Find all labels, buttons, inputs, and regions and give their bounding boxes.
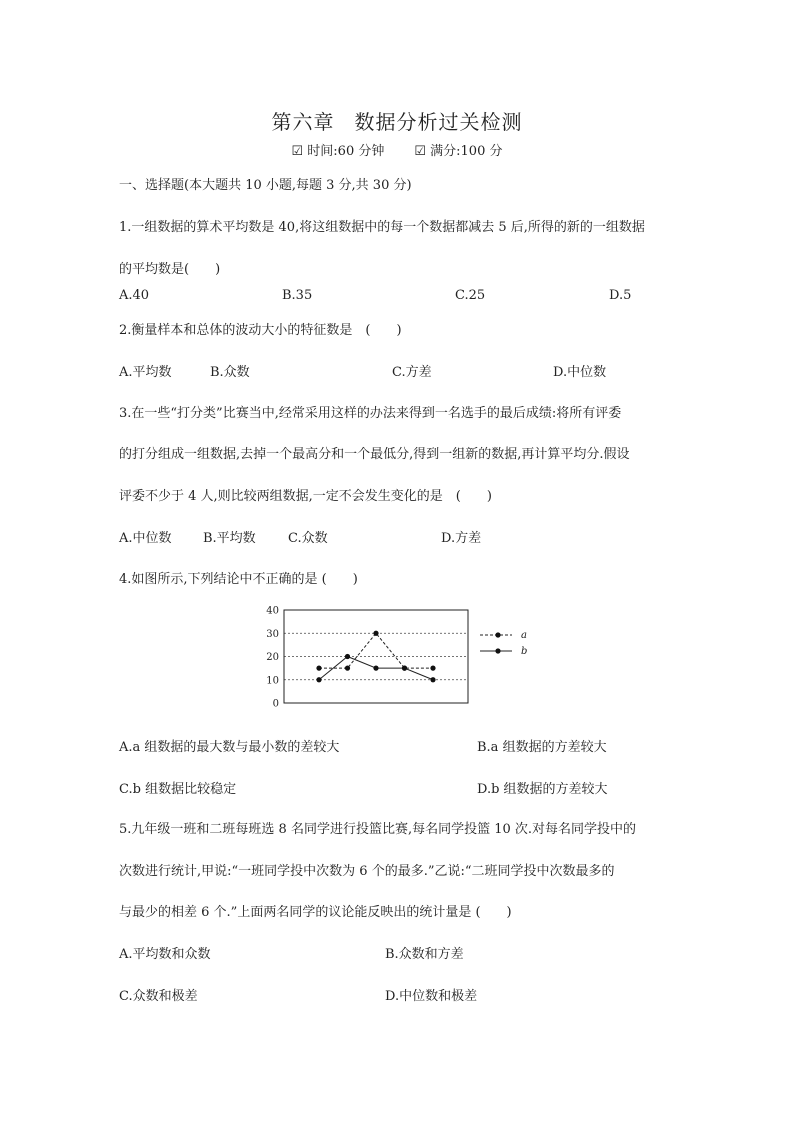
q5-option-c: C.众数和极差 [119,989,198,1004]
q4-option-a: A.a 组数据的最大数与最小数的差较大 [119,740,340,755]
exam-info [0,140,794,159]
series-a-point-1 [316,666,321,671]
chapter-label: 第六章 [271,110,335,134]
q3-option-d: D.方差 [441,531,482,546]
chart-legend [480,630,527,657]
question-1-line-1: 1.一组数据的算术平均数是 40,将这组数据中的每一个数据都减去 5 后,所得的新的一组数据 [119,220,645,235]
question-5-line-1: 5.九年级一班和二班每班选 8 名同学进行投篮比赛,每名同学投篮 10 次.对每名同学投中的 [119,822,637,837]
question-5-line-2: 次数进行统计,甲说:“一班同学投中次数为 6 个的最多.”乙说:“二班同学投中次数最多的 [119,864,615,879]
question-1-line-2: 的平均数是( ) [119,262,221,277]
q3-option-b: B.平均数 [203,531,256,546]
question-2-line-1: 2.衡量样本和总体的波动大小的特征数是 ( ) [119,323,402,338]
q2-option-d: D.中位数 [553,365,607,380]
series-a-point-3 [373,631,378,636]
time-label: ☑ 时间:60 分钟 [291,144,385,159]
q3-option-c: C.众数 [288,531,328,546]
q2-option-b: B.众数 [210,365,250,380]
q1-option-d: D.5 [609,288,632,303]
question-3-line-3: 评委不少于 4 人,则比较两组数据,一定不会发生变化的是 ( ) [119,489,492,504]
q1-option-a: A.40 [119,288,150,303]
series-line-a [319,633,433,668]
series-b-point-1 [316,677,321,682]
line-chart [262,604,540,712]
page-title [0,106,794,135]
q1-option-b: B.35 [282,288,313,303]
question-4-line-1: 4.如图所示,下列结论中不正确的是 ( ) [119,572,358,587]
series-b-point-2 [345,654,350,659]
series-a-point-5 [430,666,435,671]
y-tick-label: 30 [266,628,279,640]
q2-option-a: A.平均数 [119,365,172,380]
score-label: ☑ 满分:100 分 [414,144,503,159]
legend-label-a: a [521,630,527,641]
chart-axes [266,606,468,710]
y-tick-label: 40 [266,605,279,617]
question-3-line-1: 3.在一些“打分类”比赛当中,经常采用这样的办法来得到一名选手的最后成绩:将所有评委 [119,406,622,421]
y-tick-label: 20 [266,652,279,663]
series-b-point-3 [373,666,378,671]
chart-grid [284,633,468,680]
section-heading: 一、选择题(本大题共 10 小题,每题 3 分,共 30 分) [119,178,412,193]
series-b-point-5 [430,677,435,682]
q3-option-a: A.中位数 [119,531,172,546]
q5-option-d: D.中位数和极差 [385,989,478,1004]
series-b-point-4 [402,666,407,671]
q1-option-c: C.25 [455,288,486,303]
legend-label-b: b [521,646,528,657]
y-tick-label: 10 [266,675,279,687]
q4-option-b: B.a 组数据的方差较大 [477,740,607,755]
q4-option-c: C.b 组数据比较稳定 [119,782,237,797]
q5-option-b: B.众数和方差 [385,947,464,962]
chapter-title: 数据分析过关检测 [354,110,523,134]
legend-marker-a [495,632,500,637]
q5-option-a: A.平均数和众数 [119,947,211,962]
q4-option-d: D.b 组数据的方差较大 [477,782,608,797]
question-5-line-3: 与最少的相差 6 个.”上面两名同学的议论能反映出的统计量是 ( ) [119,905,512,920]
q2-option-c: C.方差 [392,365,432,380]
legend-marker-b [495,648,500,653]
question-3-line-2: 的打分组成一组数据,去掉一个最高分和一个最低分,得到一组新的数据,再计算平均分.假设 [119,447,630,462]
y-tick-label: 0 [272,698,279,710]
series-a-point-2 [345,666,350,671]
